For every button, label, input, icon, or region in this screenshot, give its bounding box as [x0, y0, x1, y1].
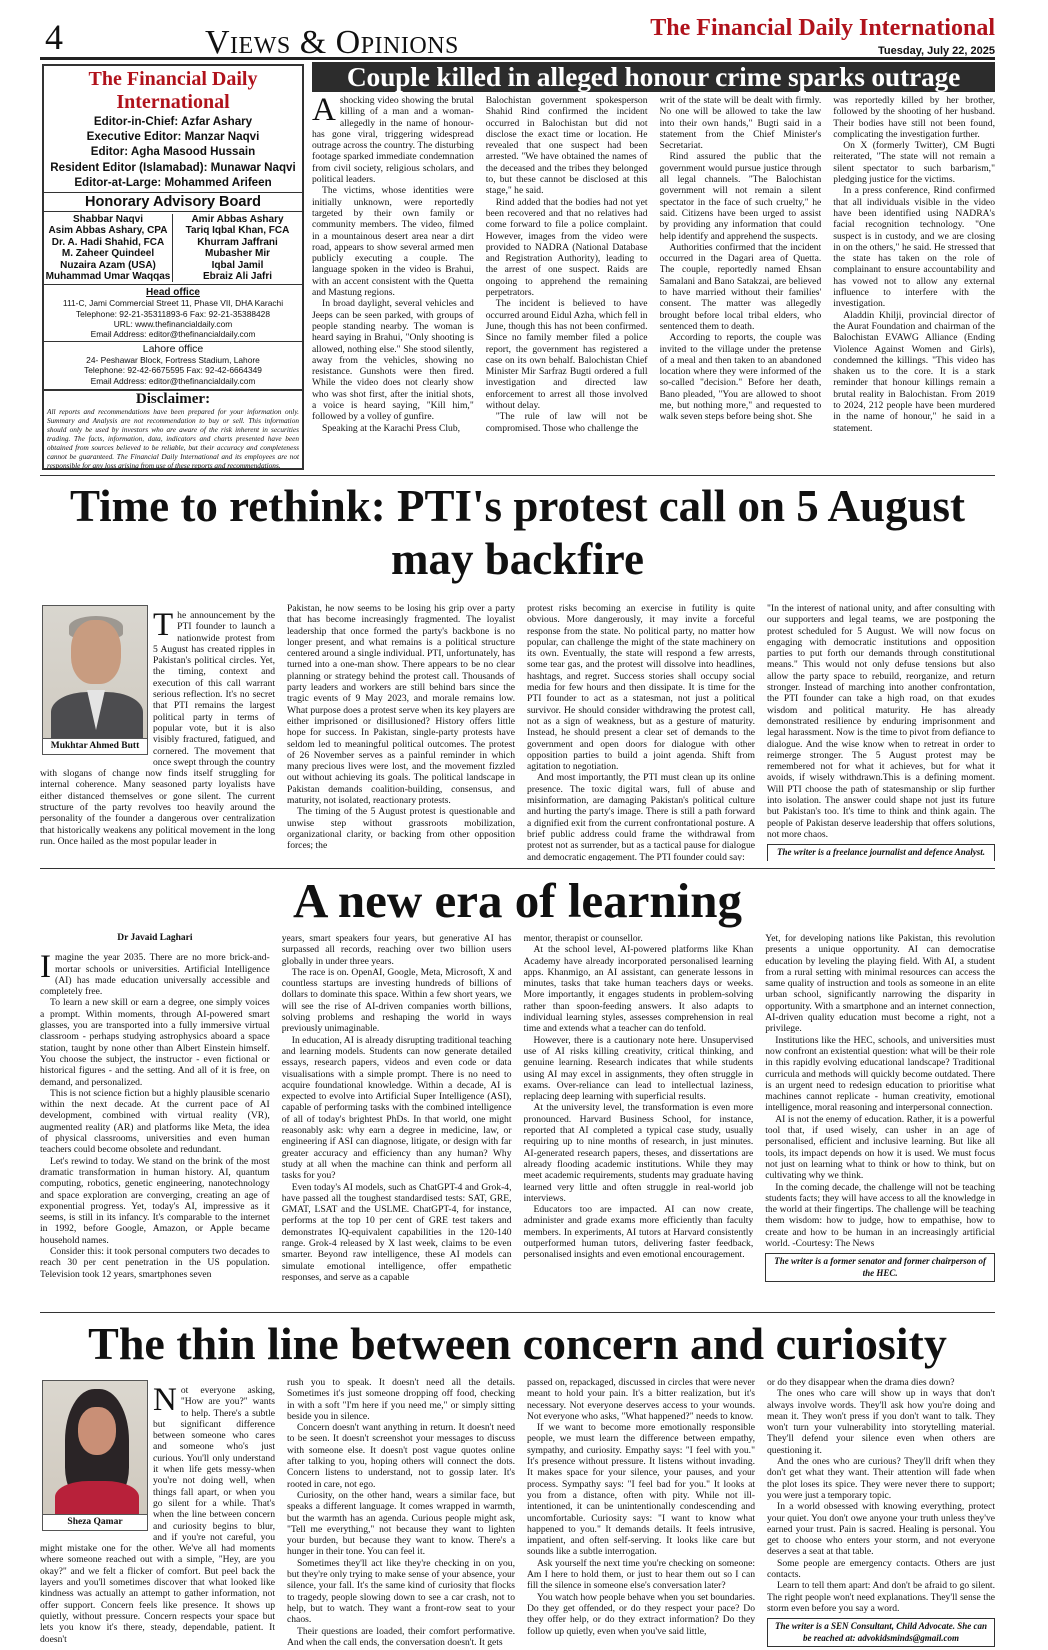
article-column [287, 1377, 515, 1647]
paragraph: To learn a new skill or earn a degree, one simply voices a prompt. Within moments, through AI-powered smart glasses, you are transported into a fully immersive virtual classroom - perhaps studying astrophysics aboard a space station, taught by none other than Albert Einstein himself. You choose the subject, the instructor - even fictional or historical figures - and the setting. And all of it is free, on demand, and personalized. [40, 997, 270, 1088]
paragraph: In a world obsessed with knowing everything, protect your quiet. You don't owe anyone your truth unless they've earned your trust. Pain is sacred. Healing is personal. You get to choose who enters your storm, and not everyone deserves a seat at that table. [767, 1501, 995, 1558]
drop-cap: A [312, 95, 336, 128]
article-body [40, 933, 995, 1308]
paragraph: And most importantly, the PTI must clean up its online presence. The toxic digital wars, full of abuse and misinformation, are damaging Pakistan's political culture and hurting the party's image. There is still a path forward a dignified exit from the current confrontational posture. A brief public address could frame the withdrawal from protest not as surrender, but as a tactical pause for dialogue and democratic engagement. The PTI founder could say: [527, 772, 755, 861]
paragraph: Aladdin Khilji, provincial director of the Aurat Foundation and chairman of the Balochistan EVAWG Alliance (Ending Violence Against Women and Girls), condemned the killings. "This video has shaken us to the core. It is a stark reminder that honour killings remain a brutal reality in Balochistan. From 2019 to 2024, 212 people have been murdered in the name of honour," he said in a statement. [833, 309, 995, 434]
paragraph: "In the interest of national unity, and after consulting with our supporters and legal teams, we are postponing the protest scheduled for 5 August. We will now focus on engaging with democratic institutions and opposition parties to put forth our demands through constitutional means." This would not only defuse tensions but also allow the party space to rebuild, reorganize, and return stronger. Instead of marching into another confrontation, the PTI founder can take a high road, on that exudes wisdom and political maturity. He has already demonstrated resilience by enduring imprisonment and legal harassment. Now is the time to pivot from defiance to dialogue. And the wise know when to retreat in order to reimerge stronger. The 5 August protest may be remembered not for what it achieves, but for what it avoids, if wisely withdrawn.This is a defining moment. Will PTI choose the path of statesmanship or slip further into isolation. The answer could shape not just its future but Pakistan's too. It's time to think and think again. The people of Pakistan deserve leadership that offers solutions, not more chaos. [767, 603, 995, 840]
staff-line: Editor-in-Chief: Azfar Ashary [93, 115, 253, 128]
paragraph: magine the year 2035. There are no more brick-and-mortar schools or universities. Artificial Intelligence (AI) has made education universally accessible and completely free. [40, 952, 270, 998]
advisory-column-right [173, 214, 302, 282]
article-headline: Couple killed in alleged honour crime sparks outrage [312, 62, 995, 92]
advisor: Khurram Jaffrani [197, 236, 278, 248]
advisor: Shabbar Naqvi [72, 214, 144, 226]
masthead: The Financial Daily International [650, 15, 995, 41]
paragraph: In a press conference, Rind confirmed that all individuals visible in the video have been identified using NADRA's facial recognition technology. "One suspect is in custody, and we are closing in on the others," he said. He stressed that the state has taken on the role of complainant to ensure accountability and has vowed not to allow any external influence to interfere with the investigation. [833, 185, 995, 310]
paragraph: Let's rewind to today. We stand on the brink of the most dramatic transformation in human history. AI, quantum computing, robotics, genetic engineering, nanotechnology and space exploration are converging, creating an age of exponential progress. Yet, today's AI, impressive as it seems, is still in its infancy. It's comparable to the internet in 1992, before Google, Amazon, or Apple became household names. [40, 1155, 270, 1246]
advisor: Iqbal Jamil [211, 259, 264, 271]
paragraph: "The rule of law will not be compromised. Those who challenge the [485, 411, 648, 434]
article-column [767, 603, 995, 861]
paragraph: protest risks becoming an exercise in futility is quite obvious. More dangerously, it may invite a forceful response from the state. No political party, no matter how popular, can challenge the might of the state machinery on its own. Eventually, the state will respond a few arrests, some tear gas, and the protest will dissolve into headlines, hashtags, and regret. Success stories shall occupy social media for few hours and then dissipate. It is time for the PTI founder to act as a statesman, not just a political survivor. He should consider withdrawing the protest call, not as a sign of weakness, but as a gesture of maturity. Instead, he should present a clear set of demands to the government and open doors for dialogue with other opposition parties to build a joint agenda. Shift from agitation to negotiation. [527, 603, 755, 773]
address-line: 24- Peshawar Block, Fortress Stadium, Lahore [86, 355, 260, 366]
advisor: Nuzaira Azam (USA) [60, 259, 156, 271]
lahore-office-address [44, 355, 302, 386]
paragraph: Learn to tell them apart: And don't be afraid to go silent. The right people won't need explanations. They'll sense the storm even before you say a word. [767, 1580, 995, 1614]
advisor: M. Zaheer Quindeel [61, 248, 155, 260]
paragraph: The race is on. OpenAI, Google, Meta, Microsoft, X and countless startups are investing hundreds of billions of dollars to dominate this space. Within a few short years, we will see the rise of AI-driven companies worth billions, solving problems and reshaping the world in ways previously unimaginable. [281, 966, 512, 1035]
paragraph: Sometimes they'll act like they're checking in on you, but they're only trying to make sense of your absence, your silence, your fall. It's the same kind of curiosity that flocks to tragedy, people slowing down to see a car crash, not to help, but to watch. They want a front-row seat to your chaos. [287, 1557, 515, 1626]
article-column [282, 933, 512, 1308]
section-divider [40, 1312, 995, 1313]
advisor: Mubasher Mir [204, 248, 270, 260]
paragraph: The timing of the 5 August protest is questionable and unwise step without grassroots mobilization, organizational clarity, or backing from other opposition forces; the [287, 806, 515, 852]
staff-line: Editor-at-Large: Mohammed Arifeen [74, 175, 272, 189]
advisor: Asim Abbas Ashary, CPA [48, 225, 168, 237]
article-body [287, 1377, 995, 1647]
article-column [767, 1377, 995, 1647]
paragraph: At the school level, AI-powered platforms like Khan Academy have already incorporated personalised learning apps. Khanmigo, an AI assistant, can generate lessons in minutes, tasks that take human teachers days or weeks. More importantly, it engages students in problem-solving rather than spoon-feeding answers. It also adapts to individual learning styles, assesses comprehension in real time and extends what a teacher can do tenfold. [523, 944, 754, 1035]
lahore-office-title: Lahore office [44, 341, 302, 355]
paragraph: However, there is a cautionary note here. Unsupervised use of AI risks killing creativity, critical thinking, and genuine learning. Research indicates that while students using AI may excel in assignments, they often struggle in exams. Over-reliance can lead to intellectual laziness, replacing deep learning with superficial results. [523, 1034, 754, 1103]
paragraph: Authorities confirmed that the incident occurred in the Dagari area of Quetta. The couple, reportedly named Ehsan Samalani and Bano Satakzai, are believed to have married without their families' consent. The matter was allegedly brought before local tribal elders, who sentenced them to death. [659, 241, 822, 332]
drop-cap: N [153, 1382, 177, 1418]
paragraph: AI is not the enemy of education. Rather, it is a powerful tool that, if used wisely, can usher in an age of personalised, efficient and inclusive learning. But like all tools, its impact depends on how it is used. We must focus not just on learning what to think or how to think, but on cultivating why we think. [765, 1113, 995, 1182]
article-column [833, 95, 995, 470]
disclaimer [44, 389, 302, 472]
staff-line: Resident Editor (Islamabad): Munawar Naqvi [50, 160, 296, 174]
photo-caption: Sheza Qamar [43, 1514, 147, 1530]
address-line: URL: www.thefinancialdaily.com [113, 318, 233, 329]
article-column [524, 933, 754, 1308]
paragraph: In the coming decade, the challenge will not be teaching students facts; they will have access to all the knowledge in the world at their fingertips. The challenge will be teaching them wisdom: how to judge, how to empathise, how to create and how to be human in an increasingly artificial world. -Courtesy: The News [765, 1181, 995, 1250]
paragraph: Rind assured the public that the government would pursue justice through all legal channels. "The Balochistan government will not remain a silent spectator in the face of such cruelty," he said. Citizens have been urged to assist by providing any information that could help identify and apprehend the suspects. [659, 151, 822, 242]
article-column [312, 95, 474, 470]
photo-caption: Mukhtar Ahmed Butt [43, 738, 147, 754]
paragraph: Even today's AI models, such as ChatGPT-4 and Grok-4, have passed all the toughest standardised tests: SAT, GRE, GMAT, LSAT and the USLME. ChatGPT-4, for instance, performs at the top 10 per cent of GRE test takers and demonstrates IQ-equivalent capabilities in the 120-140 range. Grok-4 released by X last week, claims to be even smarter. Beyond raw intelligence, these AI models can simulate emotional intelligence, offer empathetic responses, and serve as a capable [281, 1181, 512, 1283]
article-headline: The thin line between concern and curiosity [88, 1318, 947, 1369]
paragraph: Ask yourself the next time you're checking on someone: Am I here to hold them, or just to hear them out so I can fill the silence in someone else's conversation later? [527, 1557, 755, 1592]
article-column [765, 933, 995, 1308]
paragraph: Their questions are loaded, their comfort performative. And when the call ends, the conversation doesn't. It gets [287, 1625, 515, 1647]
address-line: Telephone: 92-42-6675595 Fax: 92-42-6664349 [84, 365, 262, 376]
address-line: Telephone: 92-21-35311893-6 Fax: 92-21-35388428 [75, 308, 270, 319]
paragraph: The victims, whose identities were initially unknown, were reportedly targeted by their own family or community members. The video, filmed in a mountainous desert area near a dirt road, appears to show several armed men publicly executing a couple. The language spoken in the video is Brahui, with an accent consistent with the Quetta and Mastung regions. [312, 185, 474, 299]
advisory-board-title: Honorary Advisory Board [44, 193, 302, 212]
advisory-board [44, 212, 302, 285]
paragraph: rush you to speak. It doesn't need all the details. Sometimes it's just someone dropping off food, checking in with a soft "I'm here if you need me," or simply sitting beside you in silence. [287, 1377, 515, 1422]
paragraph: Balochistan government spokesperson Shahid Rind confirmed the incident occurred in Balochistan but did not disclose the exact time or location. He revealed that one suspect had been arrested. "We have obtained the names of the deceased and the tribes they belonged to, but these cannot be disclosed at this stage," he said. [485, 95, 648, 197]
advisor: Muhammad Umar Waqqas [45, 271, 171, 283]
writer-byline: The writer is a SEN Consultant, Child Advocate. She can be reached at: advokidsminds@gmail.com [767, 1618, 995, 1647]
writer-byline: The writer is a former senator and former chairperson of the HEC. [765, 1253, 995, 1282]
article-column [40, 933, 270, 1308]
disclaimer-title: Disclaimer: [135, 390, 211, 407]
head-office-title: Head office [146, 287, 200, 299]
paragraph: The ones who care will show up in ways that don't always involve words. They'll ask how you're doing and mean it. They won't press if you don't want to talk. They won't turn your vulnerability into storytelling material. They'll defend your silence even when others are questioning it. [767, 1388, 995, 1456]
address-line: Email Address: editor@thefinancialdaily.com [90, 329, 256, 340]
issue-date: Tuesday, July 22, 2025 [878, 45, 995, 57]
staff-box-title: The Financial Daily International [88, 68, 258, 113]
page-header [40, 14, 995, 60]
article-column [660, 95, 822, 470]
advisor: Tariq Iqbal Khan, FCA [185, 225, 290, 237]
drop-cap: I [40, 949, 51, 986]
article-headline: A new era of learning [292, 873, 743, 928]
address-line: Email Address: editor@thefinancialdaily.com [90, 375, 256, 386]
paragraph: Consider this: it took personal computers two decades to reach 30 per cent penetration in the US population. Television took 12 years, smartphones seven [40, 1246, 270, 1280]
article-column [527, 1377, 755, 1647]
paragraph: or do they disappear when the drama dies down? [767, 1377, 955, 1388]
advisory-column-left [44, 214, 173, 282]
author-photo [42, 1380, 148, 1531]
article-column [486, 95, 648, 470]
paragraph: And the ones who are curious? They'll drift when they don't get what they want. Their attention will fade when the plot loses its spice. They were never there to support; you were just a temporary topic. [767, 1456, 995, 1501]
paragraph: shocking video showing the brutal killing of a man and a woman-allegedly in the name of honour-has gone viral, triggering widespread outrage across the country. The disturbing footage sparked immediate condemnation from civil society, religious scholars, and political leaders. [312, 95, 474, 186]
drop-cap: T [153, 607, 174, 643]
section-divider [40, 475, 995, 476]
paragraph: Concern doesn't want anything in return. It doesn't need to be seen. It doesn't screenshot your messages to discuss with someone else. It doesn't post vague quotes online after talking to you, hoping others will connect the dots. Concern listens to understand, not to gossip later. It's rooted in care, not ego. [287, 1422, 515, 1490]
page-number: 4 [45, 17, 63, 57]
paragraph: Pakistan, he now seems to be losing his grip over a party that has become increasingly fragmented. The loyalist leadership that once formed the party's backbone is no longer present, and what remains is a political structure centered around a single individual. PTI, unfortunately, has turned into a one-man show. There appears to be no clear planning or strategy behind the protest call. Thousands of party leaders and workers are still behind bars since the tragic events of 9 May 2023, and morale remains low. What purpose does a protest serve when its key players are either imprisoned or disillusioned? History offers little hope for success. In Pakistan, single-party protests have seldom led to meaningful political outcomes. The protest of 26 November serves as a painful reminder in which many precious lives were lost, and the movement fizzled out without achieving its goals. The political landscape in Pakistan demands coalition-building, consensus, and maturity, not isolated, reactionary protests. [287, 603, 515, 807]
staff-box [42, 64, 304, 470]
paragraph: On X (formerly Twitter), CM Bugti reiterated, "The state will not remain a silent spectator to such barbarism," pledging justice for the victims. [833, 140, 995, 186]
paragraph: You watch how people behave when you set boundaries. Do they get offended, or do they respect your pace? Do they offer help, or do they extract information? Do they follow up quietly, even when you've said little, [527, 1591, 755, 1637]
staff-line: Editor: Agha Masood Hussain [90, 145, 256, 159]
advisor: Dr. A. Hadi Shahid, FCA [51, 236, 165, 248]
paragraph: was reportedly killed by her brother, followed by the shooting of her husband. Their bodies have still not been found, complicating the investigation further. [833, 95, 995, 140]
paragraph: years, smart speakers four years, but generative AI has surpassed all records, reaching over two billion users globally in under three years. [281, 933, 512, 967]
author-name: Dr Javaid Laghari [117, 933, 193, 943]
paragraph: writ of the state will be dealt with firmly. No one will be allowed to take the law into their own hands," Bugti said in a statement from the Chief Minister's Secretariat. [659, 95, 822, 152]
section-title: Views & Opinions [205, 24, 459, 61]
header-rule [40, 57, 995, 60]
advisor: Ebraiz Ali Jafri [202, 271, 273, 283]
paragraph: Yet, for developing nations like Pakistan, this revolution presents a unique opportunity. AI can democratise education by leveling the playing field. With AI, a student from a rural setting with minimal resources can access the same quality of instruction and tools as someone in an elite urban school, significantly narrowing the disparity in opportunity. With a smartphone and an internet connection, AI-driven quality education must become a right, not a privilege. [765, 933, 995, 1035]
paragraph: Some people are emergency contacts. Others are just contacts. [767, 1557, 995, 1581]
staff-line: Executive Editor: Manzar Naqvi [86, 130, 260, 144]
article-body [312, 95, 995, 470]
paragraph: Speaking at the Karachi Press Club, [322, 422, 461, 434]
advisor: Amir Abbas Ashary [191, 214, 284, 226]
disclaimer-text: All reports and recommendations have been prepared for your information only. Summary and Analysis are not recommendation to buy or sell. This information should only be used by investors who are aware of the risk inherent in securities trading. The facts, information, data, indicators and charts presented have been obtained from sources believed to be reliable, but their accuracy and completeness cannot be guaranteed. The Financial Daily International and its employees are not responsible for any loss arising from use of these reports and recommendations. [47, 406, 299, 471]
writer-byline: The writer is a freelance journalist and defence Analyst. [767, 844, 995, 861]
staff-list [44, 114, 302, 193]
paragraph: The incident is believed to have occurred around Eidul Azha, which fell in June, though this has not been confirmed. Since no family member filed a police report, the government has registered a case on its own behalf. Balochistan Chief Minister Mir Sarfraz Bugti ordered a full investigation and directed law enforcement to arrest all those involved without delay. [485, 298, 648, 412]
head-office-address [44, 298, 302, 339]
article-column [287, 603, 515, 861]
paragraph: Institutions like the HEC, schools, and universities must now confront an existential question: what will be their role in this rapidly evolving educational landscape? Traditional curricula and methods will quickly become outdated. There is an urgent need to redesign education to prioritise what machines cannot replicate - human creativity, emotional intelligence, moral reasoning and interpersonal connection. [765, 1034, 995, 1114]
paragraph: ot everyone asking, "How are you?" wants to help. There's a subtle but significant difference between someone who cares and someone who's just curious. You'll only understand it when life gets messy-when you're not doing well, when things fall apart, or when you go silent for a while. That's when the line between concern and curiosity begins to blur, and if you're not careful, you might mistake one for the other. We've all had moments where someone reached out with a simple, "Hey, are you okay?" and we felt a flicker of comfort. But peel back the layers and you'll sometimes discover that what looked like kindness was actually an attempt to gather information, not offer support. Concern feels like presence. It shows up quietly, without pressure. Concern respects your space but lets you know it's there, steady, dependable, patient. It doesn't [40, 1385, 275, 1645]
paragraph: According to reports, the couple was invited to the village under the pretense of a meal and then taken to an abandoned location where they were informed of the so-called "decision." Before her death, Bano pleaded, "You are allowed to shoot me, but nothing more," and requested to walk seven steps before being shot. She [659, 332, 822, 423]
article-column [527, 603, 755, 861]
article-body [287, 603, 995, 861]
paragraph: passed on, repackaged, discussed in circles that were never meant to hold your pain. It's a bitter realization, but it's necessary. Not everyone deserves access to your wounds. Not everyone who asks, "What happened?" needs to know. [527, 1377, 755, 1422]
paragraph: If we want to become more emotionally responsible people, we must learn the difference between empathy, sympathy, and curiosity. Empathy says: "I feel with you." It's presence without pressure. It listens without invading. It makes space for your silence, your pauses, and your process. Sympathy says: "I feel bad for you." It looks at you from a distance, often with pity. While not ill-intentioned, it can be unintentionally condescending and uncomfortable. Curiosity says: "I want to know what happened to you." It demands details. It feels intrusive, impatient, and often self-serving. It looks like care but sounds like a subtle interrogation. [527, 1422, 755, 1558]
paragraph: In education, AI is already disrupting traditional teaching and learning models. Students can now generate detailed essays, research papers, videos and even code or data visualisations with a simple prompt. There is no need to acquire foundational knowledge. Within a decade, AI is expected to evolve into Artificial Super Intelligence (ASI), capable of performing tasks with the combined intelligence of all of today's brightest PhDs. In that world, one might reasonably ask: why earn a degree in medicine, law, or engineering if ASI can diagnose, litigate, or design with far greater accuracy and efficiency than any human? Why study at all when the machine can think and perform all tasks for you? [281, 1034, 512, 1182]
article-headline: Time to rethink: PTI's protest call on 5 August may backfire [69, 481, 966, 584]
paragraph: This is not science fiction but a highly plausible scenario within the next decade. At the current pace of AI development, combined with virtual reality (VR), augmented reality (AR) and platforms like Meta, the idea of physical classrooms, universities and even human teachers could become obsolete and redundant. [40, 1087, 270, 1156]
address-line: 111-C, Jami Commercial Street 11, Phase VII, DHA Karachi [62, 298, 284, 309]
paragraph: Educators too are impacted. AI can now create, administer and grade exams more efficiently than faculty members. In experiments, AI tutors at Harvard consistently outperformed human tutors, delivering faster feedback, personalised insights and even emotional encouragement. [523, 1204, 754, 1261]
paragraph: Rind added that the bodies had not yet been recovered and that no relatives had come forward to file a police complaint. However, images from the video were provided to NADRA (National Database and Registration Authority), leading to the arrest of one suspect. Raids are ongoing to apprehend the remaining perpetrators. [485, 196, 648, 299]
paragraph: he announcement by the PTI founder to launch a nationwide protest from 5 August has created ripples in Pakistan's political circles. Yet, the timing, context and execution of this call warrant serious reflection. It's no secret that PTI remains the largest political party in terms of popular vote, but it is also visibly fractured, fatigued, and cornered. The movement that once swept through the country with slogans of change now finds itself struggling for internal coherence. Many seasoned party loyalists have either distanced themselves or gone silent. The current structure of the party revolves too heavily around the personality of the founder a dangerous over centralization that historically weakens any political movement in the long run. Once hailed as the most popular leader in [40, 610, 275, 847]
author-photo [42, 605, 148, 755]
section-divider [40, 868, 995, 869]
paragraph: mentor, therapist or counsellor. [523, 933, 643, 944]
paragraph: Curiosity, on the other hand, wears a similar face, but speaks a different language. It comes wrapped in warmth, but the warmth has an agenda. Curious people might ask, "Tell me everything," not because they want to lighten your burden, but because they want to know. There's a hunger in their tone. You can feel it. [287, 1489, 515, 1558]
paragraph: In broad daylight, several vehicles and Jeeps can be seen parked, with groups of people standing nearby. The woman is heard saying in Brahui, "Only shooting is allowed, nothing else." She stood silently, away from the vehicles, showing no resistance. Gunshots were then fired. While the video does not clearly show who was shot first, after the initial shots, a voice is heard saying, "Kill him," followed by a volley of gunfire. [312, 298, 474, 423]
paragraph: At the university level, the transformation is even more pronounced. Harvard Business School, for instance, reported that AI completed a typical case study, usually requiring up to nine months of research, in just minutes. AI-generated research papers, theses, and dissertations are already flooding academic institutions. While they may meet academic requirements, students may graduate having learned very little and often struggle in real-world job interviews. [523, 1102, 754, 1204]
